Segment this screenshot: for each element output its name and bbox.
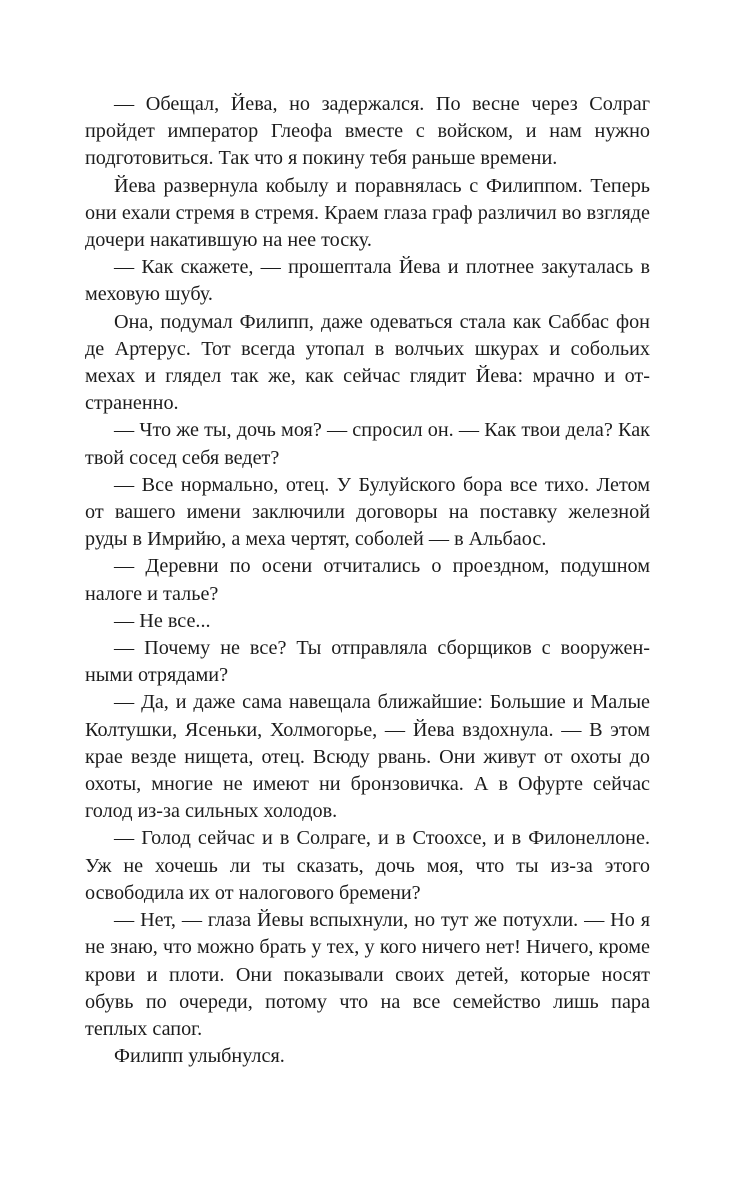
paragraph: — Что же ты, дочь моя? — спросил он. — Как твои дела? Как твой сосед себя ведет? <box>85 419 650 469</box>
paragraph: — Все нормально, отец. У Булуйского бора все тихо. Летом от вашего имени заключили договоры на поставку железной руды в Имрийю, а меха чертят, соболей — в Альбаос. <box>85 473 650 551</box>
paragraph: — Как скажете, — прошептала Йева и плотнее закуталась в меховую шубу. <box>85 256 650 306</box>
body-text <box>85 91 650 1070</box>
paragraph: Филипп улыбнулся. <box>114 1045 285 1068</box>
paragraph: — Нет, — глаза Йевы вспыхнули, но тут же потухли. — Но я не знаю, что можно брать у тех, у кого ничего нет! Ничего, кроме крови и плоти. Они показывали своих детей, которые носят обувь по очереди, потому что на все семейство лишь пара теплых сапог. <box>85 909 650 1040</box>
paragraph: — Обещал, Йева, но задержался. По весне через Солраг пройдет император Глеофа вместе с войском, и нам нужно подготовиться. Так что я покину тебя раньше времени. <box>85 93 650 170</box>
paragraph: — Да, и даже сама навещала ближайшие: Большие и Малые Колтушки, Ясеньки, Холмогорье, — Йева вздохнула. — В этом крае везде нищета, отец. Всюду рвань. Они живут от охоты до охоты, многие не имеют ни бронзовичка. А в Офурте сейчас голод из-за сильных холодов. <box>85 691 650 823</box>
paragraph: — Не все... <box>114 609 211 632</box>
paragraph: Йева развернула кобылу и поравнялась с Филиппом. Теперь они ехали стремя в стремя. Краем глаза граф различил во взгляде дочери накатившую на нее тоску. <box>85 174 650 252</box>
paragraph: — Голод сейчас и в Солраге, и в Стоохсе, и в Филонеллоне. Уж не хочешь ли ты сказать, дочь моя, что ты из-за этого освободила их от налогового бремени? <box>85 827 650 904</box>
paragraph: — Почему не все? Ты отправляла сборщиков с вооруженными отрядами? <box>85 637 650 687</box>
paragraph: Она, подумал Филипп, даже одеваться стала как Саббас фон де Артерус. Тот всегда утопал в волчьих шкурах и собольих мехах и глядел так же, как сейчас глядит Йева: мрачно и отстраненно. <box>85 310 650 415</box>
paragraph: — Деревни по осени отчитались о проездном, подушном налоге и талье? <box>85 555 650 605</box>
